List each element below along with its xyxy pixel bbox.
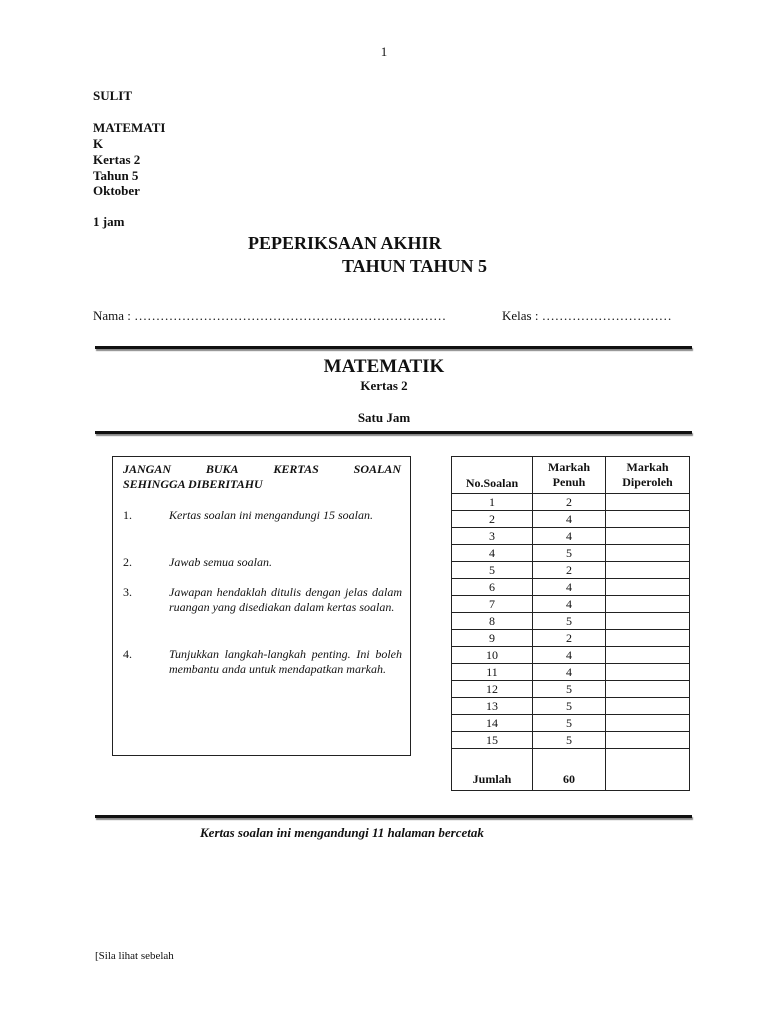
full-marks-cell: 5 xyxy=(533,613,606,630)
subject-duration: Satu Jam xyxy=(357,410,411,425)
year-label: Tahun 5 xyxy=(93,168,139,183)
table-row xyxy=(452,562,690,579)
table-row xyxy=(452,715,690,732)
table-row xyxy=(452,732,690,749)
table-row xyxy=(452,528,690,545)
full-marks-cell: 5 xyxy=(533,698,606,715)
subject-line-2: K xyxy=(93,136,104,151)
table-row xyxy=(452,596,690,613)
instructions-heading xyxy=(123,462,401,492)
header-full-marks: Markah Penuh xyxy=(533,457,606,494)
marks-obtained-cell[interactable] xyxy=(606,715,690,732)
question-number-cell: 5 xyxy=(452,562,533,579)
table-row xyxy=(452,664,690,681)
question-number-cell: 2 xyxy=(452,511,533,528)
subject-line-1: MATEMATI xyxy=(93,120,166,135)
header-question-no: No.Soalan xyxy=(452,457,533,494)
month-label: Oktober xyxy=(93,183,140,198)
full-marks-cell: 2 xyxy=(533,630,606,647)
heading-word: BUKA xyxy=(205,462,239,476)
marks-obtained-cell[interactable] xyxy=(606,494,690,511)
full-marks-cell: 4 xyxy=(533,528,606,545)
table-total-row xyxy=(452,749,690,791)
heading-word: JANGAN xyxy=(123,462,172,476)
instruction-item: 3. Jawapan hendaklah ditulis dengan jelas dalam ruangan yang disediakan dalam kertas soalan. xyxy=(123,585,402,614)
question-number-cell: 1 xyxy=(452,494,533,511)
candidate-class-field: Kelas : ………………………… xyxy=(502,308,672,323)
marks-obtained-cell[interactable] xyxy=(606,732,690,749)
total-obtained-cell xyxy=(606,749,690,791)
table-row xyxy=(452,630,690,647)
marks-obtained-cell[interactable] xyxy=(606,562,690,579)
table-row xyxy=(452,681,690,698)
question-number-cell: 13 xyxy=(452,698,533,715)
marks-obtained-cell[interactable] xyxy=(606,511,690,528)
instruction-item: 2. Jawab semua soalan. xyxy=(123,555,272,569)
total-label: Jumlah xyxy=(452,749,533,791)
header-marks-obtained: Markah Diperoleh xyxy=(606,457,690,494)
marks-obtained-cell[interactable] xyxy=(606,698,690,715)
question-number-cell: 6 xyxy=(452,579,533,596)
question-number-cell: 15 xyxy=(452,732,533,749)
marks-obtained-cell[interactable] xyxy=(606,681,690,698)
total-value: 60 xyxy=(533,749,606,791)
page-count-note: Kertas soalan ini mengandungi 11 halaman bercetak xyxy=(200,825,484,840)
table-row xyxy=(452,647,690,664)
full-marks-cell: 5 xyxy=(533,732,606,749)
table-header-row xyxy=(452,457,690,494)
table-row xyxy=(452,511,690,528)
instruction-item: 4. Tunjukkan langkah-langkah penting. Ini boleh membantu anda untuk mendapatkan markah. xyxy=(123,647,402,676)
table-row xyxy=(452,579,690,596)
question-number-cell: 11 xyxy=(452,664,533,681)
full-marks-cell: 2 xyxy=(533,562,606,579)
full-marks-cell: 4 xyxy=(533,511,606,528)
marks-obtained-cell[interactable] xyxy=(606,647,690,664)
divider-top xyxy=(95,346,692,349)
full-marks-cell: 4 xyxy=(533,664,606,681)
subject-paper: Kertas 2 xyxy=(360,378,408,393)
marks-obtained-cell[interactable] xyxy=(606,630,690,647)
instruction-item: 1. Kertas soalan ini mengandungi 15 soalan. xyxy=(123,508,374,522)
divider-bottom xyxy=(95,815,692,818)
full-marks-cell: 5 xyxy=(533,715,606,732)
question-number-cell: 14 xyxy=(452,715,533,732)
paper-label: Kertas 2 xyxy=(93,152,141,167)
divider-middle xyxy=(95,431,692,434)
marks-obtained-cell[interactable] xyxy=(606,613,690,630)
heading-word: KERTAS xyxy=(273,462,319,476)
question-number-cell: 10 xyxy=(452,647,533,664)
exam-title-line2: TAHUN TAHUN 5 xyxy=(342,256,488,276)
table-row xyxy=(452,494,690,511)
full-marks-cell: 5 xyxy=(533,545,606,562)
full-marks-cell: 5 xyxy=(533,681,606,698)
table-row xyxy=(452,698,690,715)
question-number-cell: 4 xyxy=(452,545,533,562)
table-row xyxy=(452,545,690,562)
page-number: 1 xyxy=(380,44,388,59)
instructions-box xyxy=(112,456,411,756)
marks-table xyxy=(451,456,690,791)
marks-obtained-cell[interactable] xyxy=(606,528,690,545)
table-row xyxy=(452,613,690,630)
full-marks-cell: 4 xyxy=(533,579,606,596)
question-number-cell: 12 xyxy=(452,681,533,698)
duration-label: 1 jam xyxy=(93,214,125,229)
question-number-cell: 8 xyxy=(452,613,533,630)
question-number-cell: 3 xyxy=(452,528,533,545)
heading-word: SOALAN xyxy=(353,462,401,476)
subject-title: MATEMATIK xyxy=(323,356,445,377)
marks-obtained-cell[interactable] xyxy=(606,579,690,596)
full-marks-cell: 2 xyxy=(533,494,606,511)
exam-title-line1: PEPERIKSAAN AKHIR xyxy=(248,233,442,253)
marks-obtained-cell[interactable] xyxy=(606,664,690,681)
classification-label: SULIT xyxy=(93,88,133,103)
full-marks-cell: 4 xyxy=(533,647,606,664)
full-marks-cell: 4 xyxy=(533,596,606,613)
question-number-cell: 9 xyxy=(452,630,533,647)
marks-obtained-cell[interactable] xyxy=(606,545,690,562)
candidate-name-field: Nama : ……………………………………………………………… xyxy=(93,308,447,323)
heading-line2: SEHINGGA DIBERITAHU xyxy=(123,477,263,491)
next-page-note: [Sila lihat sebelah xyxy=(95,950,174,962)
marks-obtained-cell[interactable] xyxy=(606,596,690,613)
question-number-cell: 7 xyxy=(452,596,533,613)
